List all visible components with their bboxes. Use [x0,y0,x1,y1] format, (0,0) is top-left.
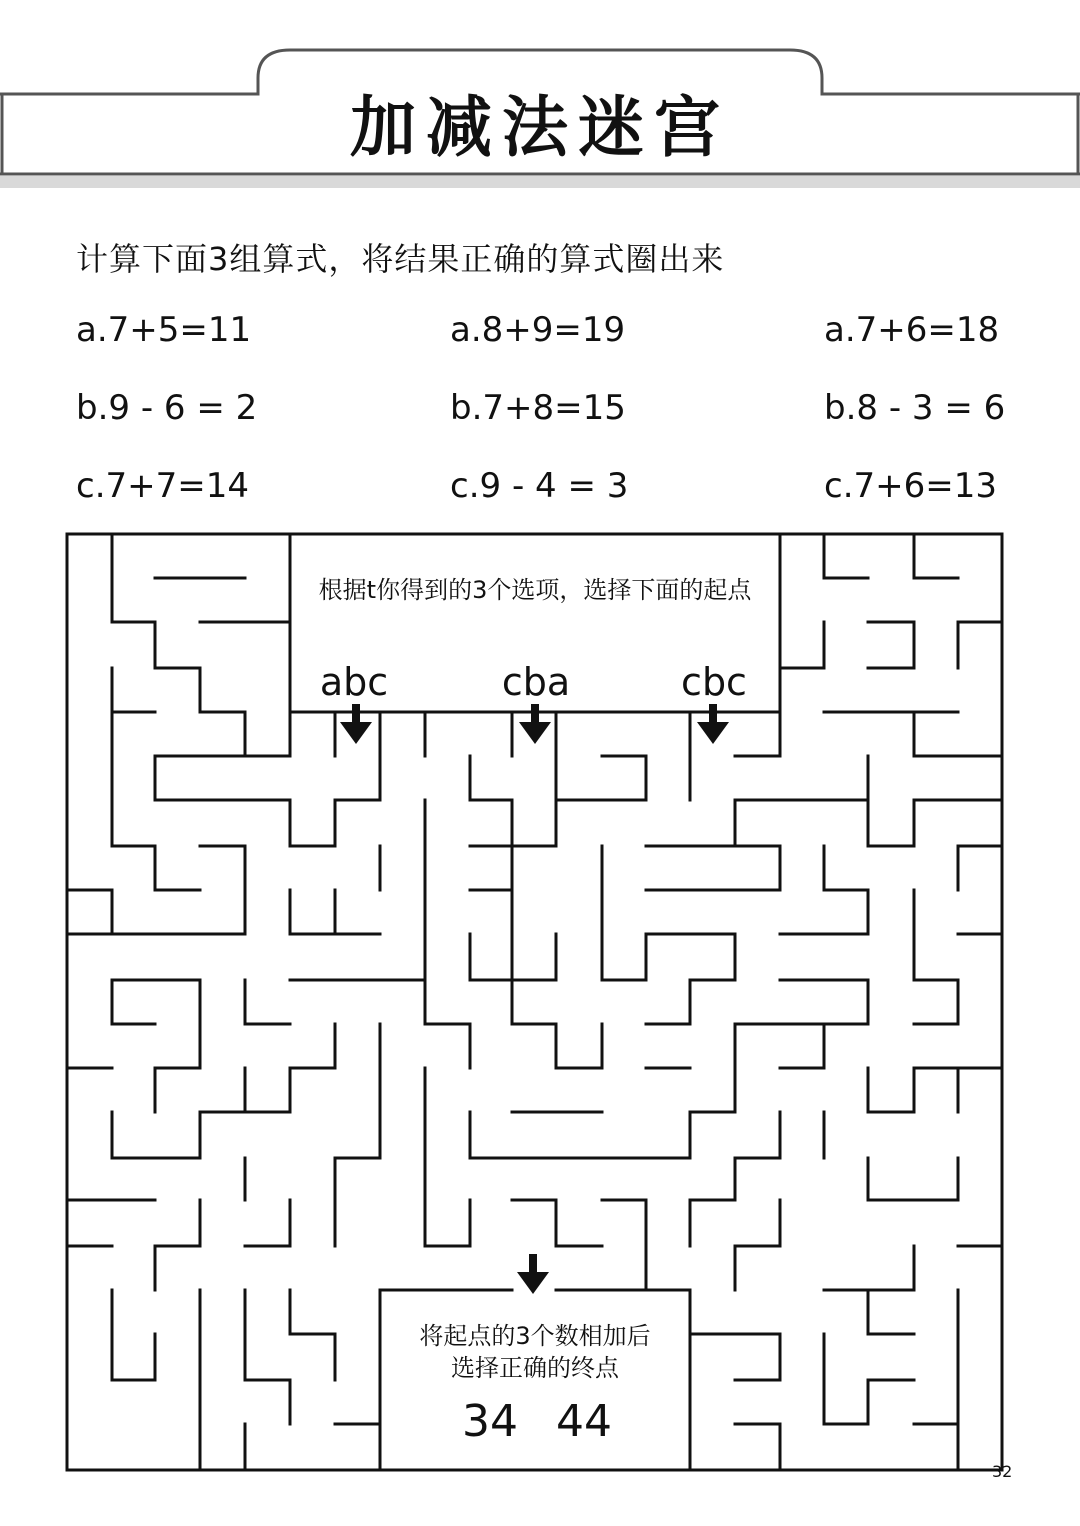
end-prompt-line1: 将起点的3个数相加后 [419,1322,651,1350]
equation-2c[interactable]: c.9 - 4 = 3 [450,466,629,506]
equation-3a[interactable]: a.7+6=18 [824,310,1000,350]
instruction-text: 计算下面3组算式，将结果正确的算式圈出来 [76,240,725,278]
start-prompt: 根据t你得到的3个选项，选择下面的起点 [318,576,752,604]
page-number: 32 [992,1462,1013,1481]
equation-3b[interactable]: b.8 - 3 = 6 [824,388,1006,428]
equation-3c[interactable]: c.7+6=13 [824,466,998,506]
down-arrow-icon [695,704,731,748]
equation-2a[interactable]: a.8+9=19 [450,310,626,350]
end-prompt-line2: 选择正确的终点 [451,1354,619,1382]
start-option-cbc[interactable]: cbc [681,660,747,704]
equation-1c[interactable]: c.7+7=14 [76,466,250,506]
equation-1a[interactable]: a.7+5=11 [76,310,252,350]
equation-2b[interactable]: b.7+8=15 [450,388,626,428]
end-option-44[interactable]: 44 [556,1396,612,1447]
end-option-34[interactable]: 34 [462,1396,518,1447]
down-arrow-icon [517,704,553,748]
start-option-abc[interactable]: abc [319,660,389,704]
page-title: 加减法迷宫 [350,89,730,166]
down-arrow-icon [338,704,374,748]
start-option-cba[interactable]: cba [501,660,571,704]
down-arrow-icon [515,1254,551,1298]
equation-1b[interactable]: b.9 - 6 = 2 [76,388,258,428]
